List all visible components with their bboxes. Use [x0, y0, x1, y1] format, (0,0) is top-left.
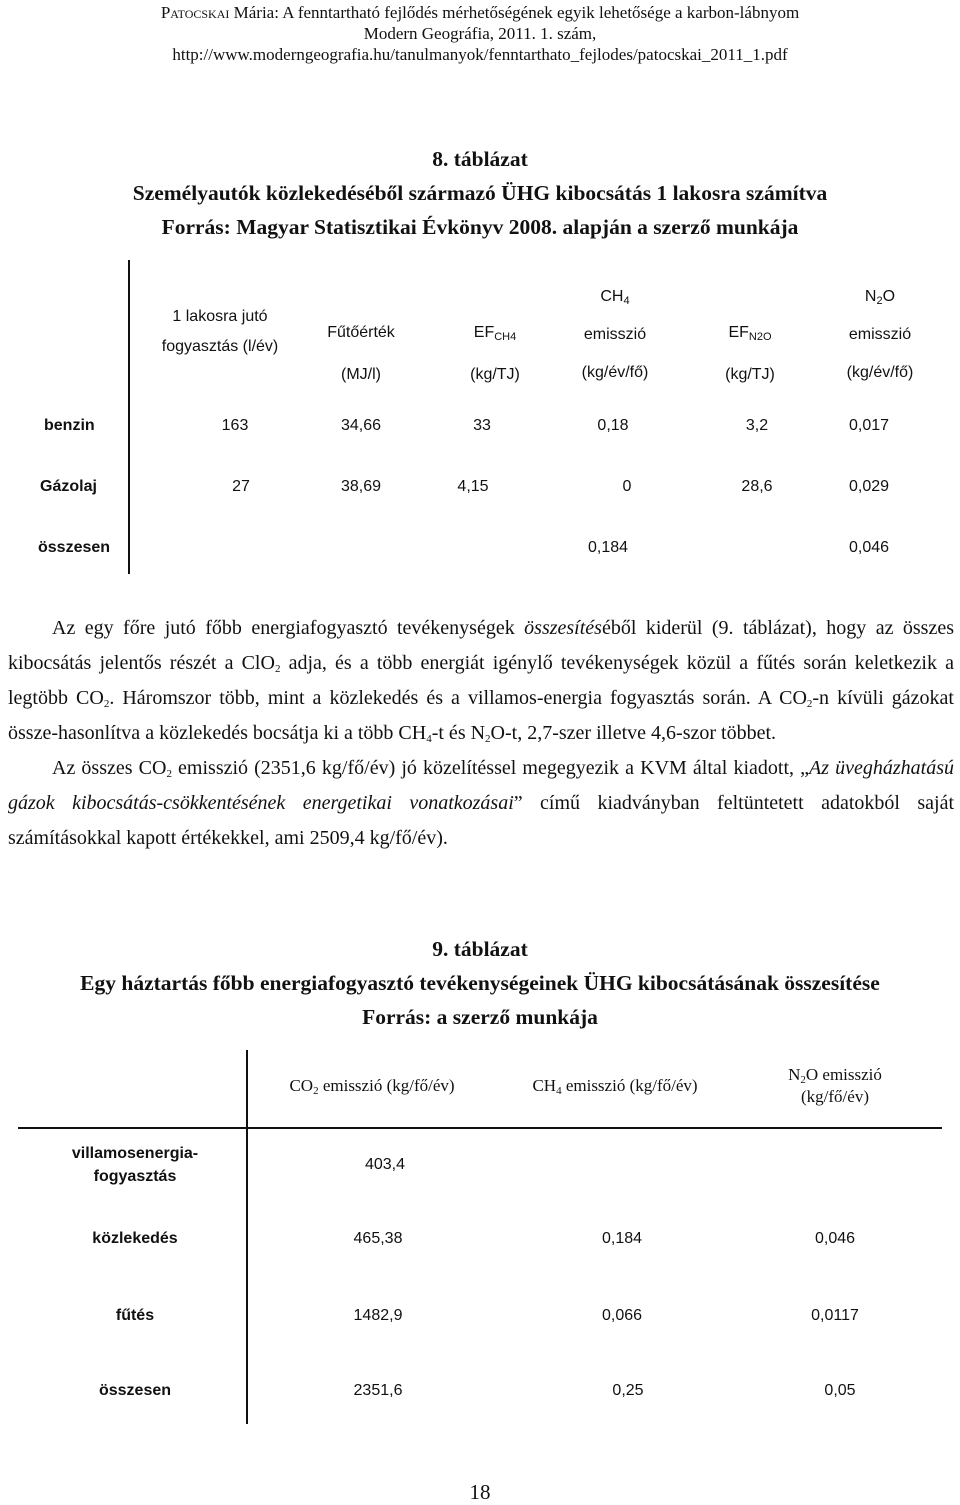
running-header [0, 2, 960, 65]
subscript: 2 [166, 768, 172, 780]
header-sub: 2 [876, 295, 883, 307]
text-run: Az összes CO [52, 757, 167, 779]
header-text: N [788, 1065, 801, 1084]
table-cell: 33 [473, 417, 491, 434]
header-line-1 [0, 2, 960, 23]
table-cell: 163 [221, 417, 249, 434]
table8-header-n2o-emission [815, 278, 945, 392]
table-cell: 0,046 [848, 539, 890, 556]
table-cell: 38,69 [340, 478, 382, 495]
text-run: -n kívüli gázokat össze-hasonlítva a közlekedés bocsátja ki a több CH [8, 687, 954, 744]
text-run: éből kiderül (9. táblázat), hogy az összes kibocsátás jelentős részét a ClO [8, 617, 954, 674]
table-cell: 0,046 [814, 1230, 856, 1247]
header-text: (kg/év/fő) [581, 364, 649, 381]
table8-header-ch4-emission [555, 278, 675, 392]
table-cell: 403,4 [364, 1156, 406, 1173]
table8-caption [0, 142, 960, 244]
header-sub: CH4 [494, 331, 517, 343]
header-text: (kg/fő/év) [801, 1087, 869, 1106]
table-cell: 34,66 [340, 417, 382, 434]
text-run-italic: Az üvegházhatású gázok kibocsátás-csökkentésének energetikai vonatkozásai [8, 757, 954, 814]
row-label-text: villamosenergia- [71, 1145, 199, 1162]
header-text: Fűtőérték [327, 324, 395, 341]
header-text: EF [728, 324, 749, 341]
header-author: Patocskai [160, 3, 230, 22]
text-run-italic: összesítés [524, 617, 602, 639]
table8-header-heating-value [306, 312, 416, 396]
header-text: (kg/év/fő) [846, 364, 914, 381]
table-cell: 0,18 [597, 417, 629, 434]
table-cell: 0,05 [824, 1382, 856, 1399]
table9-row-label: fűtés [115, 1307, 155, 1324]
table-cell: 4,15 [457, 478, 489, 495]
text-run: Az egy főre jutó főbb energiafogyasztó tevékenységek [52, 617, 525, 639]
header-sub: 2 [800, 1074, 806, 1086]
table-cell: 0,184 [587, 539, 629, 556]
table-cell: 2351,6 [353, 1382, 403, 1399]
table9-header-n2o [760, 1064, 910, 1108]
header-text: EF [473, 324, 495, 341]
subscript: 2 [806, 698, 813, 710]
header-sub: N2O [748, 331, 772, 343]
table-cell: 28,6 [741, 478, 773, 495]
paragraph-1 [8, 611, 954, 751]
table8-row-label: összesen [38, 539, 111, 556]
table8-header-ef-ch4 [440, 312, 550, 396]
table-cell: 27 [232, 478, 250, 495]
header-text: O [882, 288, 896, 305]
table-cell: 0,25 [612, 1382, 644, 1399]
table9-source: Forrás: a szerző munkája [362, 1005, 598, 1029]
header-text: emisszió [848, 326, 912, 343]
header-text: emisszió (kg/fő/év) [318, 1076, 455, 1095]
header-text: O emisszió [805, 1065, 882, 1084]
body-text [8, 611, 954, 856]
header-text: CH [600, 288, 624, 305]
table9-row-label [40, 1142, 230, 1188]
table-cell: 0,029 [848, 478, 890, 495]
header-title: Mária: A fenntartható fejlődés mérhetőségének egyik lehetősége a karbon-lábnyom [229, 3, 800, 22]
table-cell: 0 [622, 478, 632, 495]
subscript: 2 [274, 663, 281, 675]
text-run: -t és N [431, 722, 486, 744]
header-text: CH [532, 1076, 557, 1095]
text-run: adja, és a több energiát igénylő tevékenységek közül a fűtés során keletkezik a legtöbb CO [8, 652, 954, 709]
table-cell: 1482,9 [353, 1307, 403, 1324]
table9-vertical-rule [246, 1050, 248, 1424]
header-text: fogyasztás (l/év) [161, 338, 279, 355]
table8-title: Személyautók közlekedéséből származó ÜHG kibocsátás 1 lakosra számítva [132, 181, 828, 205]
table9-header-ch4 [500, 1076, 730, 1096]
table-cell: 465,38 [353, 1230, 403, 1247]
header-sub: 2 [313, 1085, 319, 1097]
table-cell: 0,0117 [811, 1307, 859, 1324]
table9-row-label: összesen [98, 1382, 172, 1399]
header-text: N [864, 288, 877, 305]
table9-row-label: közlekedés [92, 1230, 178, 1247]
paragraph-2 [8, 751, 954, 856]
table9-header-rule [18, 1127, 942, 1129]
header-text: emisszió (kg/fő/év) [561, 1076, 698, 1095]
table8-source: Forrás: Magyar Statisztikai Évkönyv 2008. alapján a szerző munkája [161, 215, 799, 239]
table8-row-label: Gázolaj [40, 478, 97, 495]
header-text: emisszió [583, 326, 647, 343]
header-text: 1 lakosra jutó [172, 308, 268, 325]
table9-title: Egy háztartás főbb energiafogyasztó tevékenységeinek ÜHG kibocsátásának összesítése [80, 971, 880, 995]
header-sub: 4 [556, 1085, 562, 1097]
page-number: 18 [469, 1480, 491, 1504]
table9-number: 9. táblázat [432, 937, 528, 961]
subscript: 2 [103, 698, 110, 710]
table9-caption [0, 932, 960, 1034]
table-cell: 0,066 [601, 1307, 643, 1324]
table8-header-consumption [140, 302, 300, 362]
header-text: (kg/TJ) [725, 366, 775, 383]
subscript: 4 [426, 733, 432, 745]
table-cell: 3,2 [745, 417, 769, 434]
table9-header-co2 [262, 1076, 482, 1096]
header-line-2: Modern Geográfia, 2011. 1. szám, [363, 24, 597, 43]
subscript: 2 [485, 733, 491, 745]
header-text: CO [289, 1076, 314, 1095]
text-run: . Háromszor több, mint a közlekedés és a villamos-energia fogyasztás során. A CO [109, 687, 807, 709]
table-cell: 0,184 [601, 1230, 643, 1247]
table8-vertical-rule [128, 260, 130, 574]
row-label-text: fogyasztás [93, 1168, 177, 1185]
text-run: O-t, 2,7-szer illetve 4,6-szor többet. [490, 722, 777, 744]
header-text: (kg/TJ) [470, 366, 520, 383]
header-sub: 4 [623, 295, 630, 307]
text-run: emisszió (2351,6 kg/fő/év) jó közelítéssel megegyezik a KVM által kiadott, „ [171, 757, 809, 779]
table8-row-label: benzin [44, 417, 95, 434]
table8-header-ef-n2o [690, 312, 810, 396]
table-cell: 0,017 [848, 417, 890, 434]
table8-number: 8. táblázat [432, 147, 528, 171]
text-run: ” című kiadványban feltüntetett adatokból saját számításokkal kapott értékekkel, ami 2509,4 kg/fő/év). [8, 792, 954, 849]
header-text: (MJ/l) [341, 366, 381, 383]
header-url: http://www.moderngeografia.hu/tanulmanyok/fenntarthato_fejlodes/patocskai_2011_1.pdf [172, 45, 788, 64]
